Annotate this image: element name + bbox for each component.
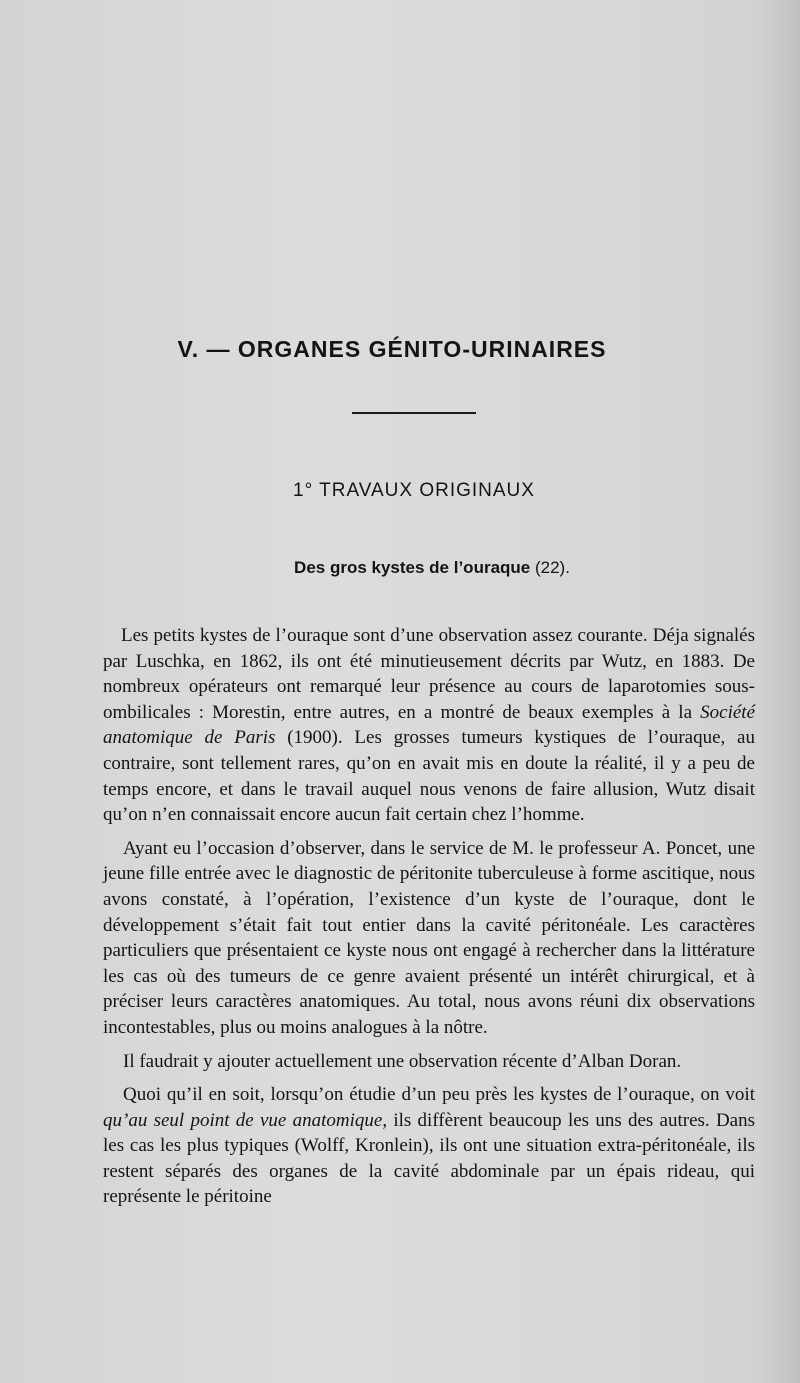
- article-title: [32, 558, 800, 578]
- paragraph-1-text-b: (1900). Les grosses tumeurs kystiques de l’ouraque, au contraire, sont tellement rares, qu’on en avait mis en doute la réalité, il y a peu de temps encore, et dans le travail auquel nous venons de faire allusion, Wutz disait qu’on n’en connaissait encore aucun fait certain chez l’homme.: [103, 727, 755, 826]
- page-edge-shadow: [760, 0, 800, 1383]
- paragraph-4-text-a: Quoi qu’il en soit, lorsqu’on étudie d’un peu près les kystes de l’ouraque, on voit: [123, 1084, 755, 1106]
- paragraph-4-text-b: , ils diffèrent beaucoup les uns des autres. Dans les cas les plus typiques (Wolff, Kronlein), ils ont une situation extra-péritonéale, ils restent séparés des organes de la cavité abdominale par un épais rideau, qui représente le péritoine: [103, 1109, 755, 1208]
- article-body: [103, 623, 755, 1218]
- article-reference: (22).: [534, 558, 570, 577]
- paragraph-1-italic: Société anatomique de Paris: [103, 701, 755, 749]
- paragraph-4: [103, 1082, 755, 1210]
- section-heading: V. — ORGANES GÉNITO-URINAIRES: [177, 336, 607, 362]
- heading-rule: [352, 412, 476, 414]
- paragraph-3: Il faudrait y ajouter actuellement une observation récente d’Alban Doran.: [123, 1050, 682, 1072]
- paragraph-2: Ayant eu l’occasion d’observer, dans le service de M. le professeur A. Poncet, une jeune fille entrée avec le diagnostic de péritonite tuberculeuse à forme ascitique, nous avons constaté, à l’opération, l’existence d’un kyste de l’ouraque, dont le développement s’était fait tout entier dans la cavité péritonéale. Les caractères particuliers que présentaient ce kyste nous ont engagé à rechercher dans la littérature les cas où des tumeurs de ce genre avaient présenté un intérêt chirurgical, et à préciser leurs caractères anatomiques. Au total, nous avons réuni dix observations incontestables, plus ou moins analogues à la nôtre.: [103, 837, 755, 1038]
- paragraph-1: [103, 623, 755, 828]
- article-title-text: Des gros kystes de l’ouraque: [294, 558, 531, 577]
- paragraph-4-italic: qu’au seul point de vue anatomique: [103, 1109, 383, 1131]
- subsection-heading: 1° TRAVAUX ORIGINAUX: [293, 480, 535, 501]
- paragraph-1-text-a: Les petits kystes de l’ouraque sont d’une observation assez courante. Déja signalés par Luschka, en 1862, ils ont été minutieusement décrits par Wutz, en 1883. De nombreux opérateurs ont remarqué leur présence au cours de laparotomies sous-ombilicales : Morestin, entre autres, en a montré de beaux exemples à la: [103, 625, 755, 723]
